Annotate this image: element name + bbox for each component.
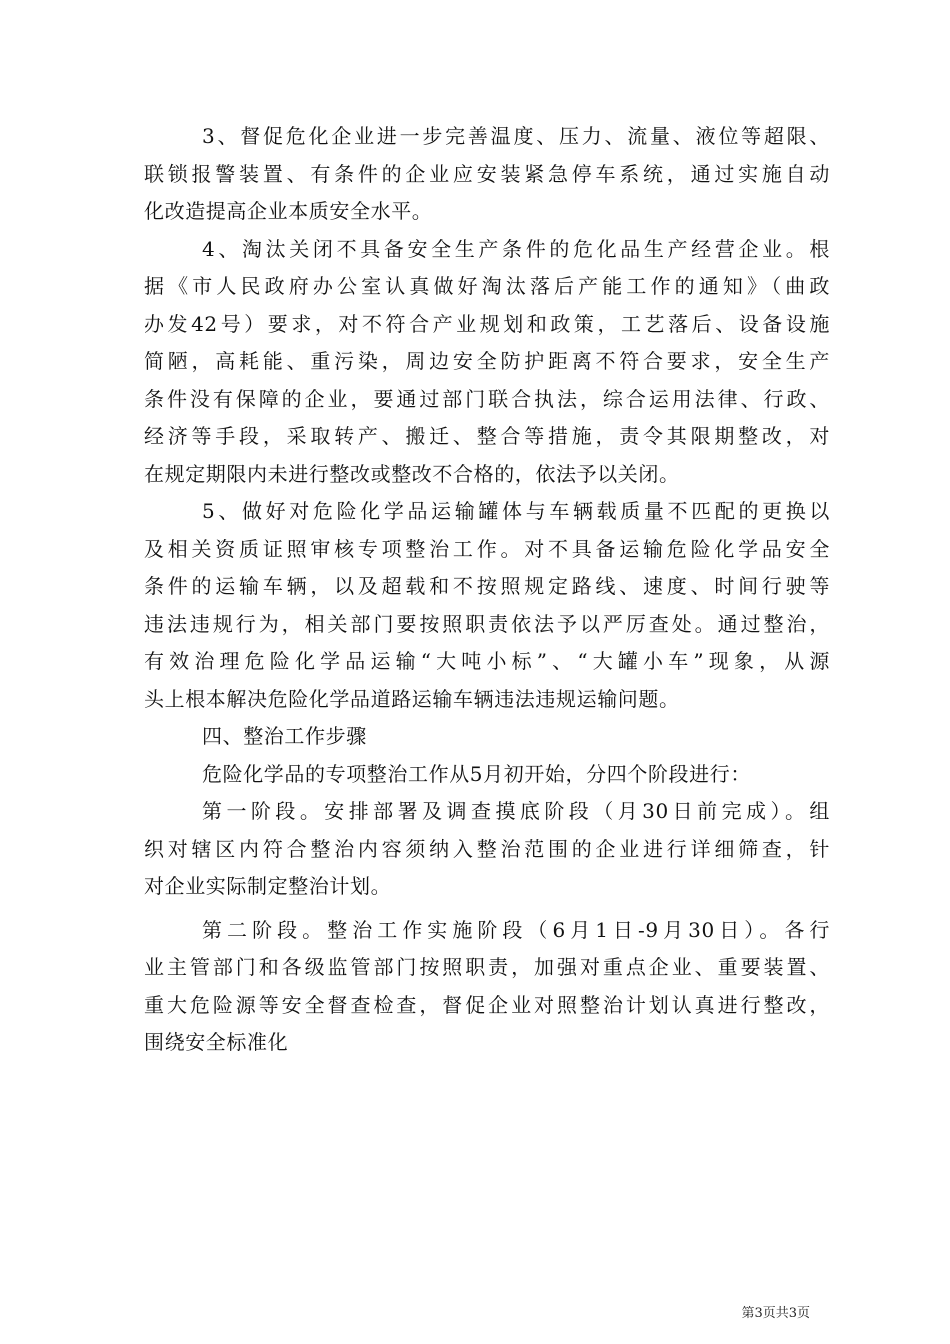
text-line: 5、做好对危险化学品运输罐体与车辆载质量不匹配的更换以: [202, 499, 830, 523]
text-line: 及相关资质证照审核专项整治工作。对不具备运输危险化学品安全: [144, 536, 830, 561]
text-line: 经济等手段，采取转产、搬迁、整合等措施，责令其限期整改，对: [144, 424, 830, 448]
text-line: 3、督促危化企业进一步完善温度、压力、流量、液位等超限、: [202, 124, 830, 148]
text-line: 简陋，高耗能、重污染，周边安全防护距离不符合要求，安全生产: [144, 349, 830, 373]
paragraph-section-intro: [144, 756, 830, 794]
text-line: 织对辖区内符合整治内容须纳入整治范围的企业进行详细筛查，针: [144, 836, 830, 861]
text-line: 条件的运输车辆，以及超载和不按照规定路线、速度、时间行驶等: [144, 574, 830, 598]
text-line: 围绕安全标准化: [144, 1030, 289, 1054]
text-line: 据《市人民政府办公室认真做好淘汰落后产能工作的通知》（曲政: [144, 274, 830, 298]
text-line: 4、淘汰关闭不具备安全生产条件的危化品生产经营企业。根: [202, 236, 830, 261]
text-line: 业主管部门和各级监管部门按照职责，加强对重点企业、重要装置、: [144, 955, 830, 979]
document-body: [144, 118, 830, 1062]
paragraph-item-4: [144, 231, 830, 494]
paragraph-item-3: [144, 118, 830, 231]
text-line: 重大危险源等安全督查检查，督促企业对照整治计划认真进行整改，: [144, 992, 830, 1017]
paragraph-stage-1: [144, 793, 830, 906]
text-line: 条件没有保障的企业，要通过部门联合执法，综合运用法律、行政、: [144, 386, 830, 411]
paragraph-stage-2: [144, 912, 830, 1062]
text-line: 头上根本解决危险化学品道路运输车辆违法违规运输问题。: [144, 686, 680, 711]
page-number: 第3页共3页: [741, 1306, 810, 1321]
text-line: 化改造提高企业本质安全水平。: [144, 199, 433, 223]
text-line: 在规定期限内未进行整改或整改不合格的，依法予以关闭。: [144, 461, 680, 486]
paragraph-item-5: [144, 493, 830, 718]
text-line: 对企业实际制定整治计划。: [144, 874, 392, 898]
text-line: 第二阶段。整治工作实施阶段（6月1日-9月30日）。各行: [202, 917, 830, 942]
text-line: 违法违规行为，相关部门要按照职责依法予以严厉查处。通过整治，: [144, 611, 830, 636]
text-line: 危险化学品的专项整治工作从5月初开始，分四个阶段进行：: [202, 761, 751, 786]
heading-line: 四、整治工作步骤: [202, 724, 367, 748]
text-line: 有效治理危险化学品运输“大吨小标”、“大罐小车”现象，从源: [144, 649, 830, 673]
section-heading: [144, 718, 830, 756]
text-line: 办发42号）要求，对不符合产业规划和政策，工艺落后、设备设施: [144, 311, 830, 336]
text-line: 联锁报警装置、有条件的企业应安装紧急停车系统，通过实施自动: [144, 161, 830, 186]
text-line: 第一阶段。安排部署及调查摸底阶段（月30日前完成）。组: [202, 799, 830, 823]
